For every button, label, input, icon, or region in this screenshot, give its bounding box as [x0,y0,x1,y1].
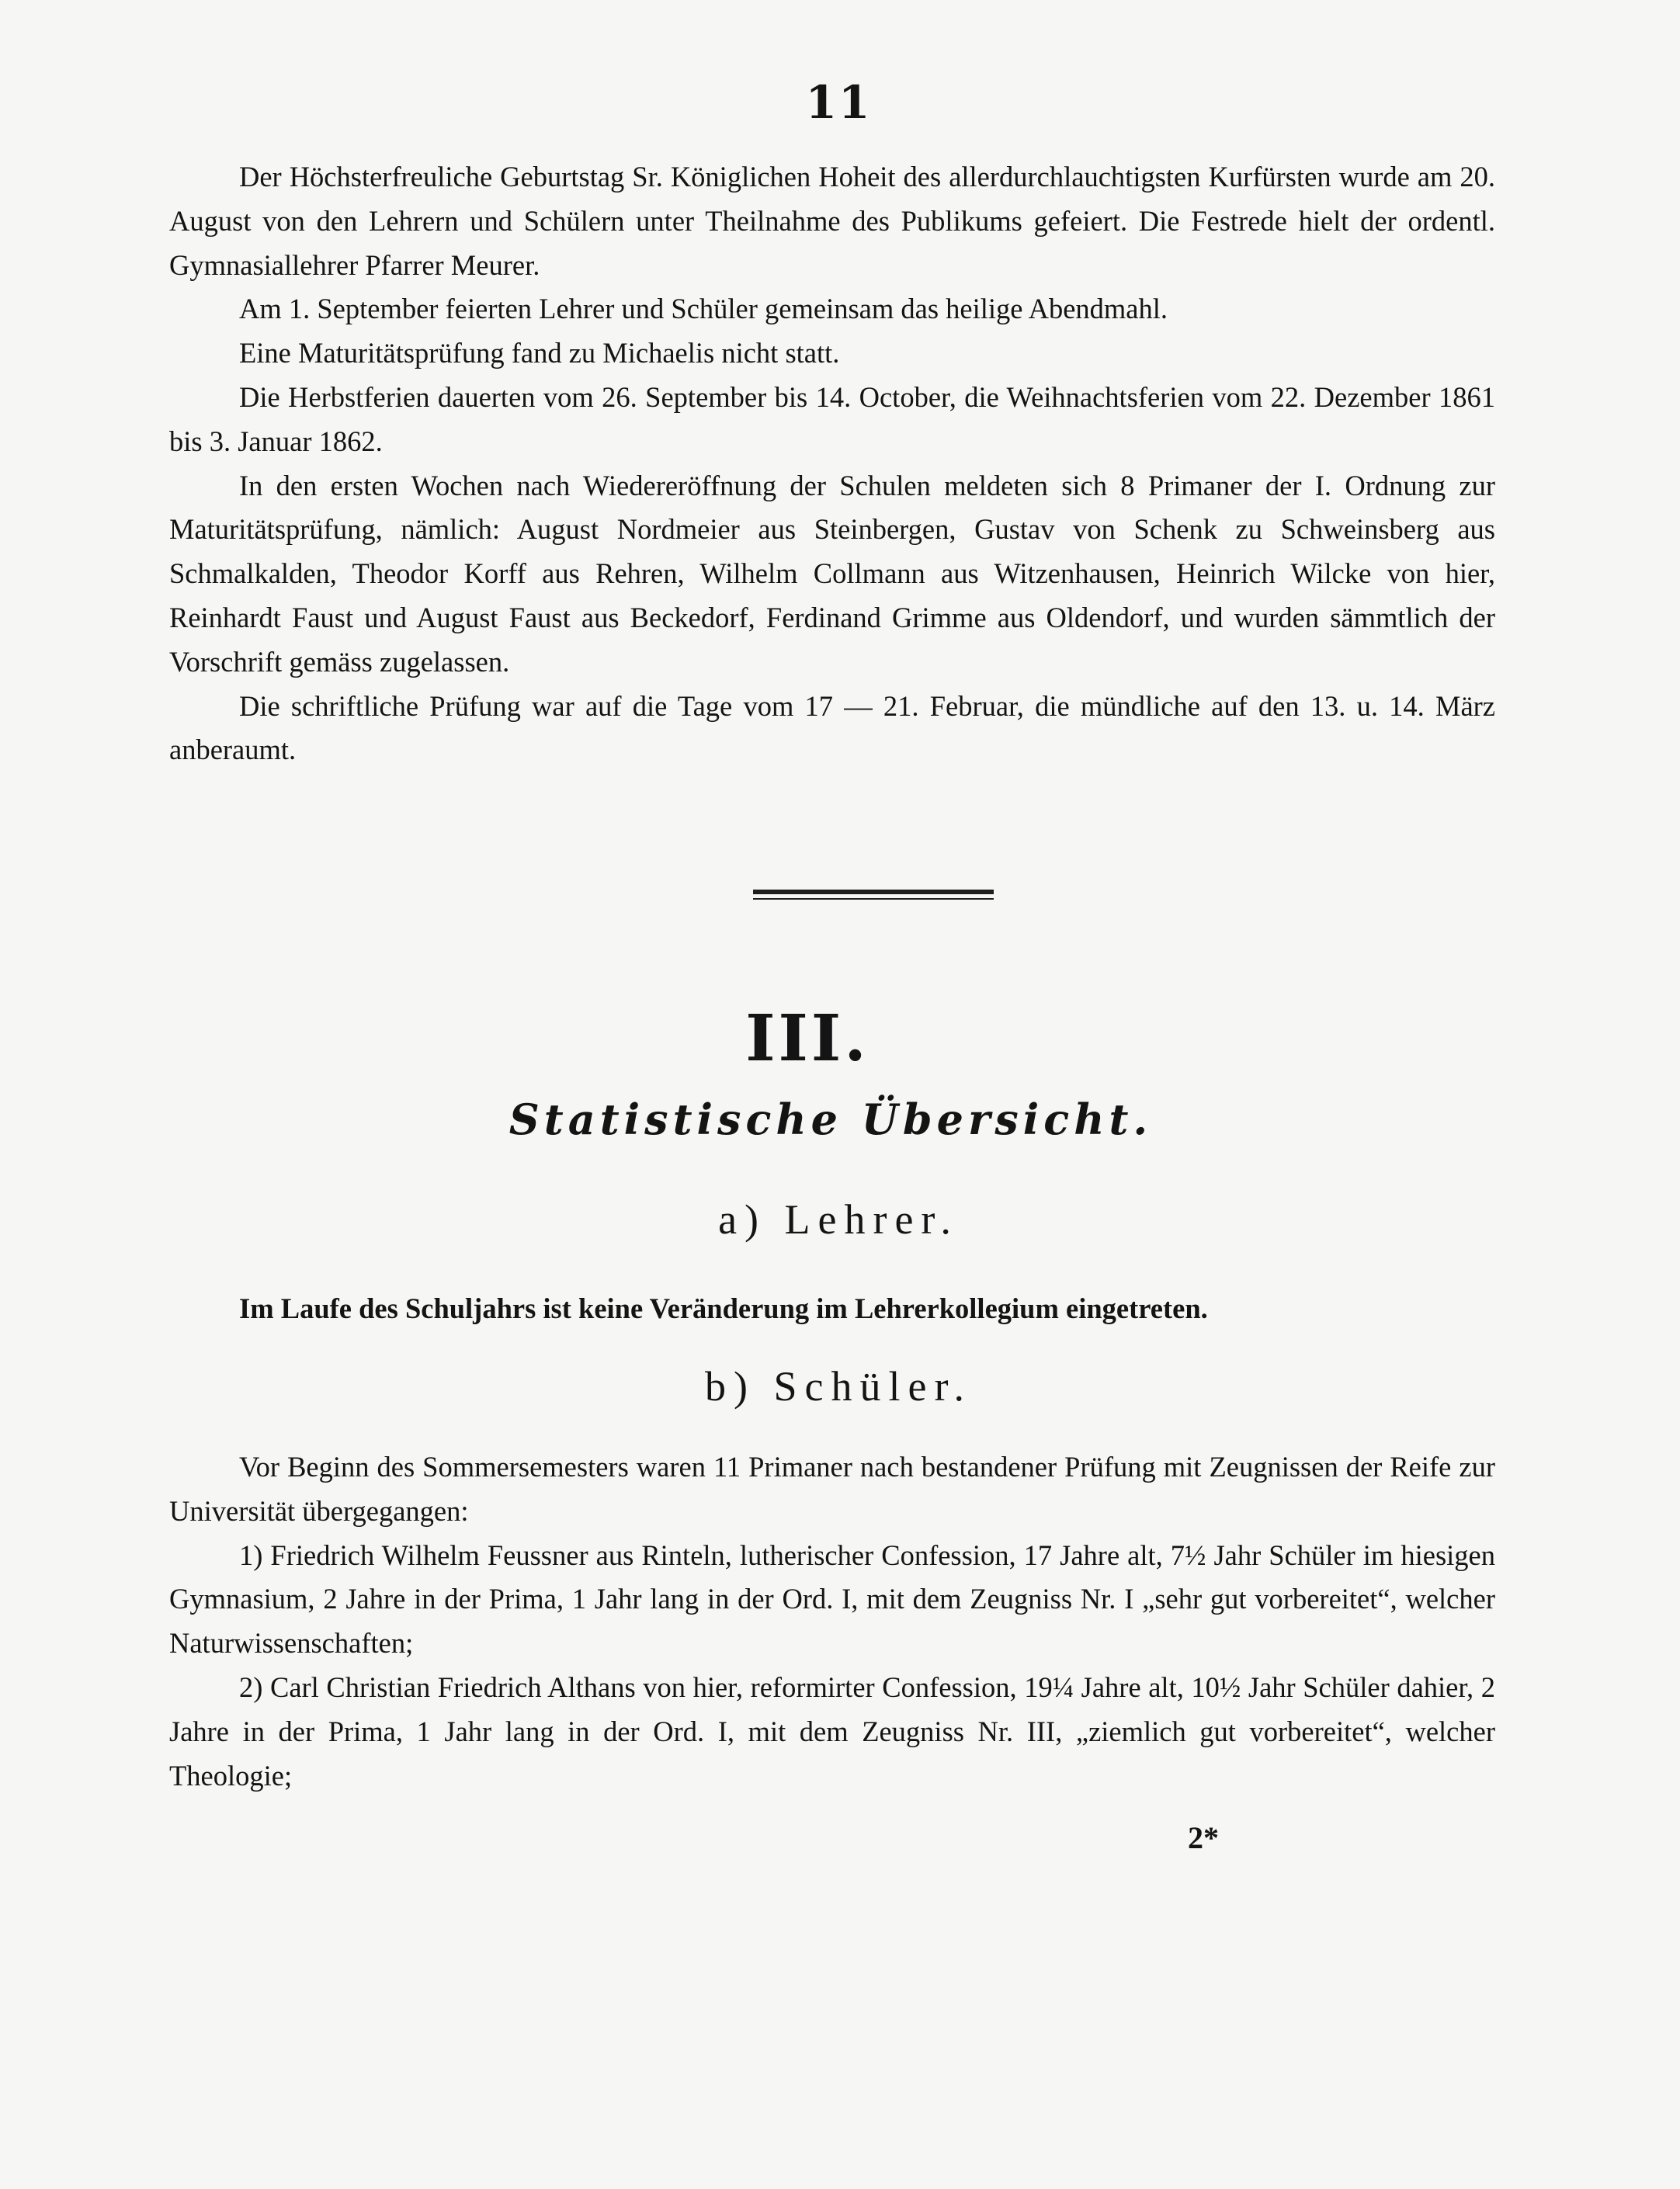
paragraph-maturity-michaelis: Eine Maturitätsprüfung fand zu Michaelis nicht statt. [239,337,840,369]
paragraph-communion: Am 1. September feierten Lehrer und Schüler gemeinsam das heilige Abendmahl. [239,293,1168,325]
paragraph-birthday: Der Höchsterfreuliche Geburtstag Sr. Königlichen Hoheit des allerdurchlauchtigsten Kurfürsten wurde am 20. August von den Lehrern und Schülern unter Theilnahme des Publikums gefeiert. Die Festrede hielt der ordentl. Gymnasiallehrer Pfarrer Meurer. [169,161,1495,281]
paragraph-students-intro: Vor Beginn des Sommersemesters waren 11 Primaner nach bestandener Prüfung mit Zeugnissen der Reife zur Universität übergegangen: [169,1451,1495,1527]
teachers-note: Im Laufe des Schuljahrs ist keine Veränderung im Lehrerkollegium eingetreten. [239,1292,1208,1324]
chronicle-text [169,155,1495,772]
subheading-students: b) Schüler. [705,1363,972,1410]
page-number: 11 [805,76,872,129]
divider-thin-line [753,898,994,900]
list-item-feussner: 1) Friedrich Wilhelm Feussner aus Rinteln, lutherischer Confession, 17 Jahre alt, 7½ Jahr Schüler im hiesigen Gymnasium, 2 Jahre in der Prima, 1 Jahr lang in der Ord. I, mit dem Zeugniss Nr. I „sehr gut vorbereitet“, welcher Naturwissenschaften; [169,1539,1495,1660]
paragraph-holidays: Die Herbstferien dauerten vom 26. September bis 14. October, die Weihnachtsferien vom 22. Dezember 1861 bis 3. Januar 1862. [169,380,1495,457]
section-number: III. [745,1001,870,1076]
signature-mark: 2* [1188,1820,1219,1855]
list-item-althans: 2) Carl Christian Friedrich Althans von hier, reformirter Confession, 19¼ Jahre alt, 10½ Jahr Schüler dahier, 2 Jahre in der Prima, 1 Jahr lang in der Ord. I, mit dem Zeugniss Nr. III, „ziemlich gut vorbereitet“, welcher Theologie; [169,1670,1495,1792]
paragraph-exam-dates: Die schriftliche Prüfung war auf die Tage vom 17 — 21. Februar, die mündliche auf den 13. u. 14. März anberaumt. [169,689,1495,766]
subheading-teachers: a) Lehrer. [718,1196,959,1243]
divider-thick-line [753,890,994,894]
paragraph-exam-candidates: In den ersten Wochen nach Wiedereröffnung der Schulen meldeten sich 8 Primaner der I. Ordnung zur Maturitätsprüfung, nämlich: August Nordmeier aus Steinbergen, Gustav von Schenk zu Schweinsberg aus Schmalkalden, Theodor Korff aus Rehren, Wilhelm Collmann aus Witzenhausen, Heinrich Wilcke von hier, Reinhardt Faust und August Faust aus Beckedorf, Ferdinand Grimme aus Oldendorf, und wurden sämmtlich der Vorschrift gemäss zugelassen. [169,469,1495,678]
section-title: Statistische Übersicht. [509,1094,1153,1144]
students-text [169,1445,1495,1798]
section-divider [753,890,994,902]
